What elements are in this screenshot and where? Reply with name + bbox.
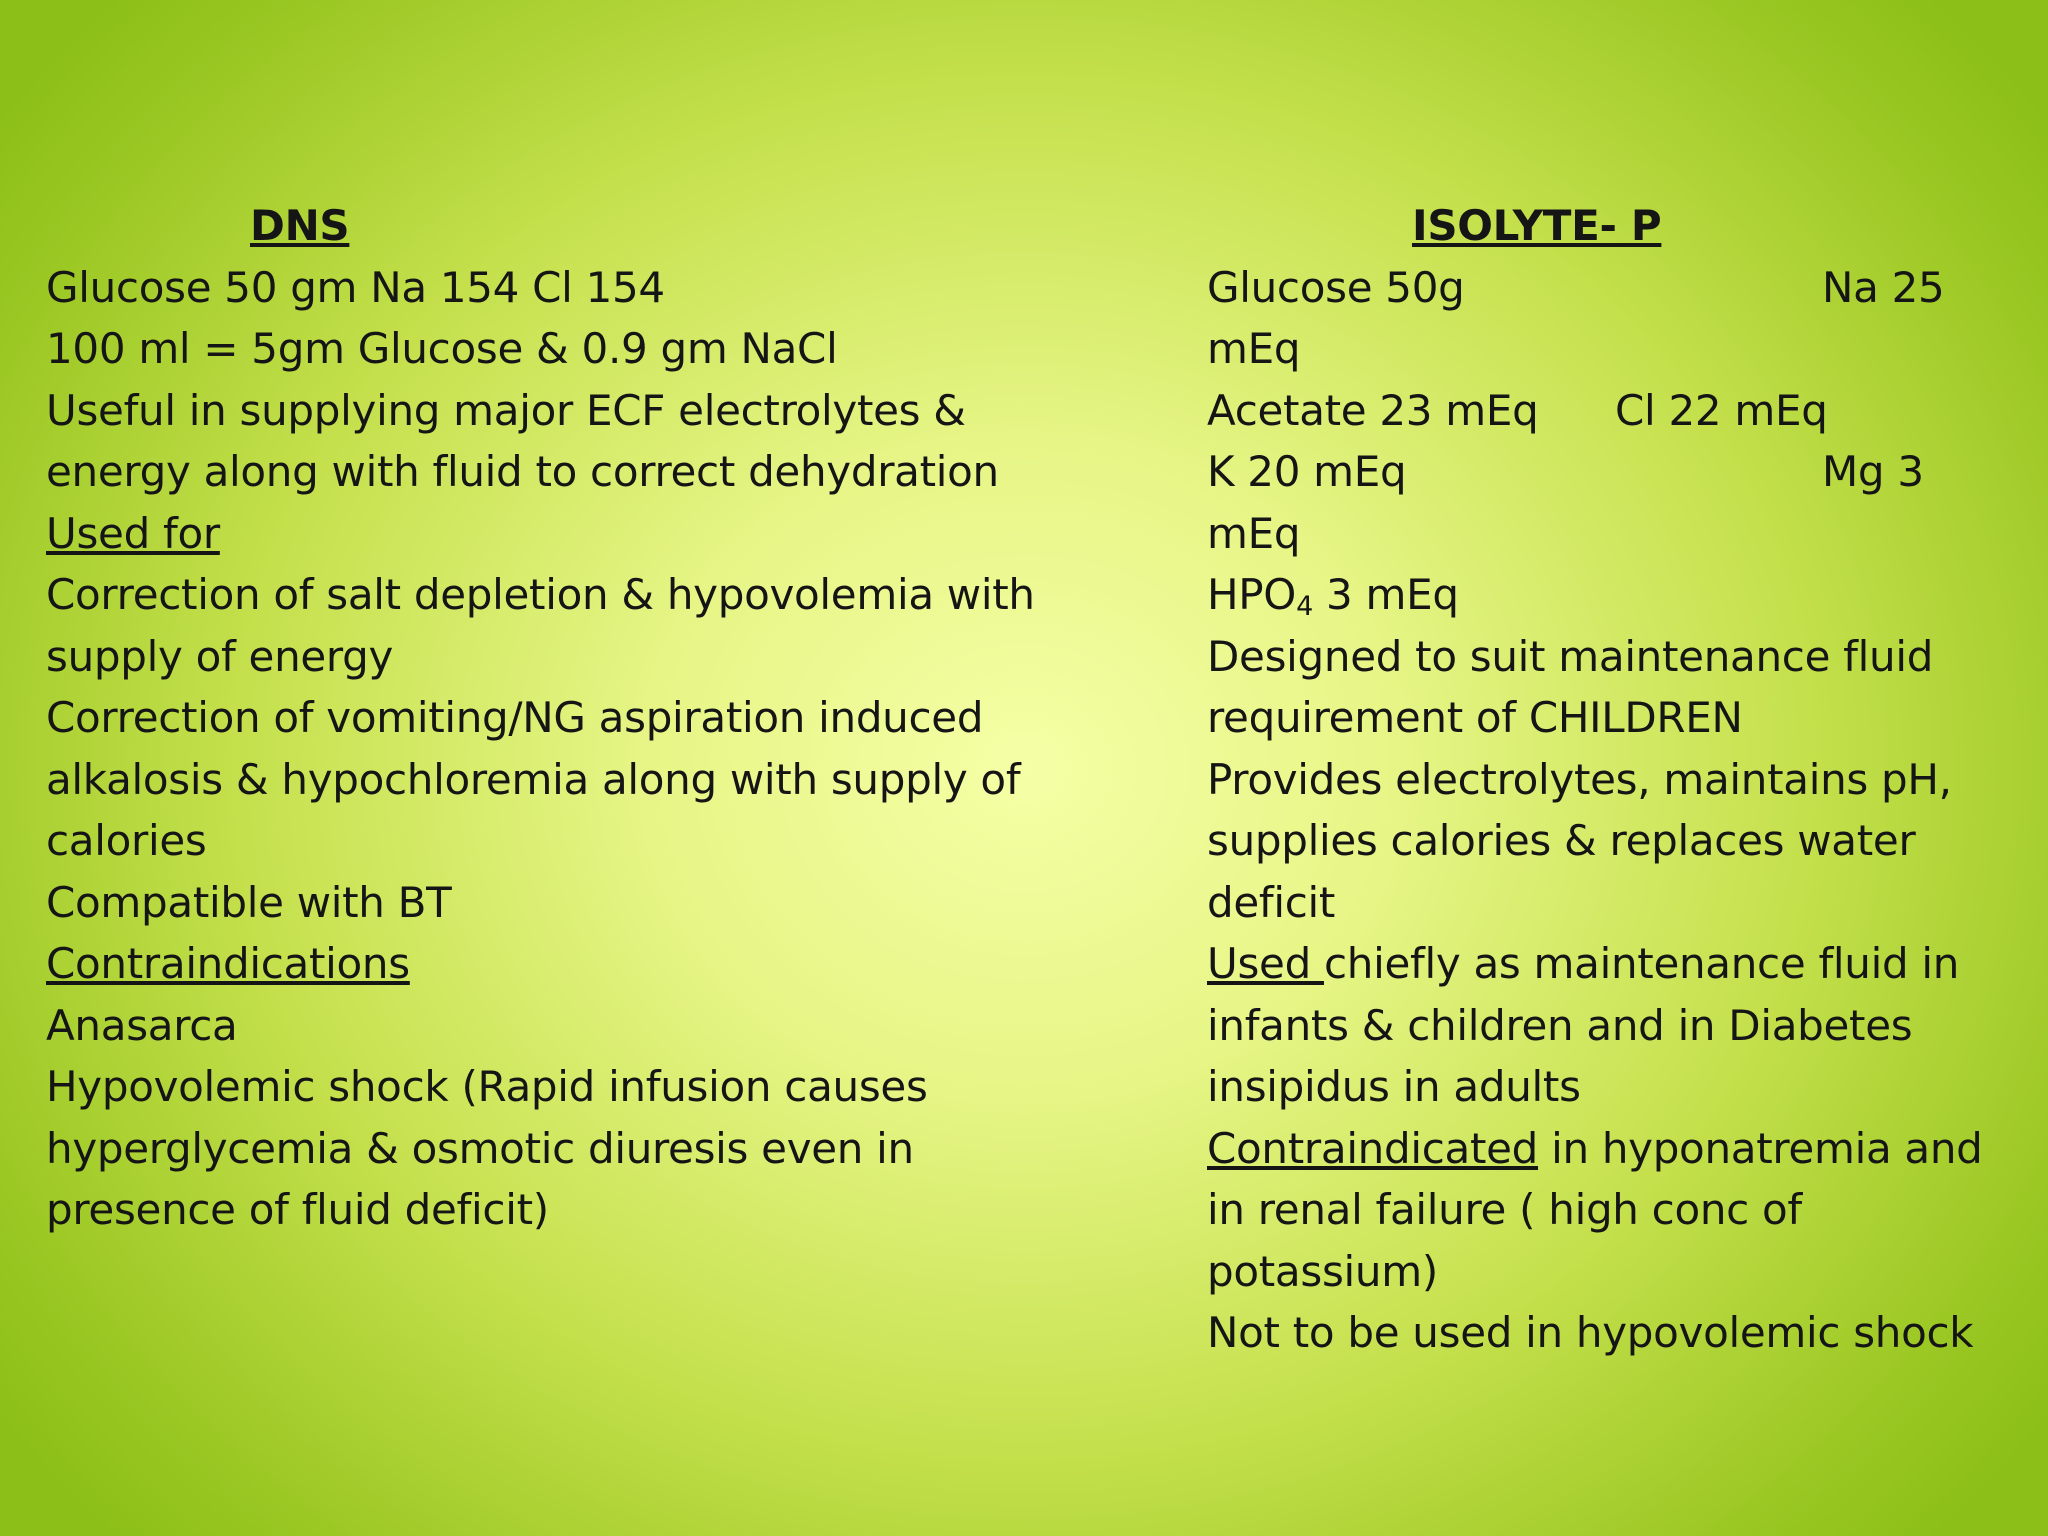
isolyte-potassium-row — [1207, 441, 2007, 503]
isolyte-used-label: Used — [1207, 939, 1324, 988]
dns-contraindication-line: presence of fluid deficit) — [46, 1185, 549, 1234]
isolyte-contraindicated-line: in renal failure ( high conc of — [1207, 1185, 1802, 1234]
phosphate-subscript: 4 — [1296, 591, 1313, 622]
dns-contraindication-line: Hypovolemic shock (Rapid infusion causes — [46, 1062, 928, 1111]
isolyte-acetate: Acetate 23 mEq — [1207, 385, 1539, 435]
isolyte-acetate-row — [1207, 380, 2007, 442]
dns-contraindication-line: hyperglycemia & osmotic diuresis even in — [46, 1123, 914, 1173]
isolyte-contraindicated-text: in hyponatremia and — [1538, 1123, 1983, 1173]
isolyte-used-line: insipidus in adults — [1207, 1062, 1581, 1111]
isolyte-description-line: Provides electrolytes, maintains pH, — [1207, 754, 1952, 804]
dns-used-for-label: Used for — [46, 508, 220, 558]
isolyte-description-line: deficit — [1207, 877, 1336, 927]
isolyte-chloride: Cl 22 mEq — [1615, 385, 1828, 435]
isolyte-contraindicated-label: Contraindicated — [1207, 1123, 1539, 1173]
dns-composition-line: Glucose 50 gm Na 154 Cl 154 — [46, 262, 665, 312]
dns-use-line: calories — [46, 816, 207, 865]
isolyte-magnesium: Mg 3 — [1822, 447, 1924, 496]
dns-use-line: Correction of vomiting/NG aspiration induced — [46, 693, 984, 742]
dns-use-line: Correction of salt depletion & hypovolemia with — [46, 570, 1035, 619]
isolyte-description-line: Designed to suit maintenance fluid — [1207, 631, 1934, 681]
isolyte-contraindicated-line: Not to be used in hypovolemic shock — [1207, 1308, 1974, 1357]
isolyte-description-line: supplies calories & replaces water — [1207, 816, 1916, 865]
isolyte-potassium: K 20 mEq — [1207, 447, 1407, 496]
isolyte-used-line — [1207, 933, 2007, 995]
dns-usefulness-line: Useful in supplying major ECF electrolytes & — [46, 385, 966, 435]
isolyte-meq-wrap: mEq — [1207, 324, 1301, 373]
isolyte-glucose-row — [1207, 257, 2007, 319]
dns-use-line: alkalosis & hypochloremia along with supply of — [46, 754, 1021, 804]
isolyte-used-line: infants & children and in Diabetes — [1207, 1000, 1913, 1050]
isolyte-used-text: chiefly as maintenance fluid in — [1323, 939, 1960, 988]
dns-use-line: Compatible with BT — [46, 877, 452, 927]
dns-contraindication-line: Anasarca — [46, 1000, 238, 1050]
dns-heading: DNS — [250, 201, 350, 250]
isolyte-column — [1207, 195, 2007, 1364]
phosphate-formula: HPO — [1207, 570, 1297, 619]
isolyte-description-line: requirement of CHILDREN — [1207, 693, 1743, 742]
phosphate-value: 3 mEq — [1312, 570, 1459, 619]
isolyte-heading: ISOLYTE- P — [1412, 201, 1662, 250]
isolyte-glucose: Glucose 50g — [1207, 262, 1465, 312]
isolyte-phosphate — [1207, 564, 2007, 626]
dns-use-line: supply of energy — [46, 631, 394, 681]
isolyte-contraindicated-line — [1207, 1118, 2007, 1180]
isolyte-sodium: Na 25 — [1822, 262, 1945, 312]
dns-usefulness-line: energy along with fluid to correct dehydration — [46, 447, 999, 496]
dns-column — [46, 195, 1136, 1241]
dns-concentration-line: 100 ml = 5gm Glucose & 0.9 gm NaCl — [46, 324, 838, 373]
isolyte-meq-wrap: mEq — [1207, 508, 1301, 558]
dns-contraindications-label: Contraindications — [46, 939, 410, 988]
isolyte-contraindicated-line: potassium) — [1207, 1246, 1438, 1296]
